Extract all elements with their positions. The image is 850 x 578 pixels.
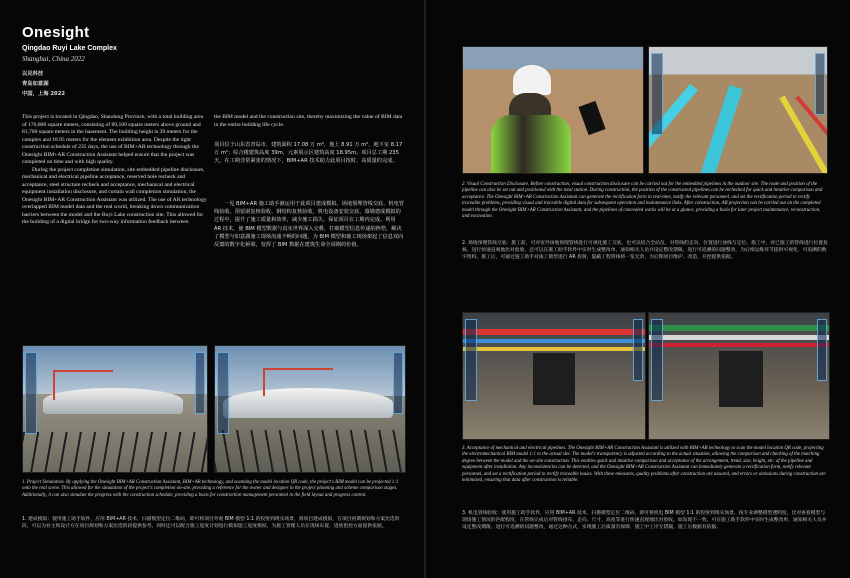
caption-1-en: 1. Project Simulation. By applying the Onesight BIM+AR Construction Assistant, BIM+AR technology, and scanning the model location QR code, the project's BIM model can be projected 1:1 onto the real scene. This allowed for the simulation of the project's completion on-site, providing a reference for the owner and designer in the project planning and scheme comparison stages. Additionally, it can also simulate the progress with the construction schedule, providing a basis for construction management personnel in the field layout and progress control. bbox=[22, 480, 399, 498]
caption-3-cn: 3. 机电管线验收：使用施工助手软件，应用 BIM+AR 技术，扫描模型定位二维码，即可将机电 BIM 模型 1:1 的投射到现实场景，按专业调整模型透明度，比对查看模型与现场施工情况的匹配程度，在管线完成后对管线排布、走向、尺寸、高度等进行快速直观地比对验收。如发现不一致，可在施工助手软件中实时生成整改单，通知相关人员并设定整改期限，进行可追溯的问题整改，通过这种方式，实现施工后质量有保障，施工中工序无错漏，施工后数据有依据。 bbox=[462, 511, 827, 530]
cn-location: 中国，上海 2022 bbox=[22, 91, 66, 97]
caption-2-cn: 2. 场地预埋管线交底：施工前，可对室外场地预埋管线进行可视化施工交底，也可以结合全站仪，对管线的走向、位置进行放线与定位。施工中，对已施工的管线进行位置复核，进行快速直观地比对验收，还可以在施工助手软件中实时生成整改单，通知相关人员并设定整改期限，进行可追溯的问题整改，为后续运维环节提供可视化、可追溯的数字资料。施工后，可通过施工助手对竣工模型进行 AR 投射，隐蔽工程管线将一览无余，为后期项目维护、改造、开挖提供依据。 bbox=[462, 241, 828, 260]
page-gutter bbox=[424, 0, 426, 578]
mep-acceptance-photo-1 bbox=[462, 312, 646, 440]
pipeline-disclosure-photo-2 bbox=[648, 46, 828, 174]
cn-project: 青岛如意湖 bbox=[22, 81, 49, 87]
cn-title: 以见科技 bbox=[22, 71, 44, 77]
intro-paragraph: This project is located in Qingdao, Shandong Province, with a total building area of 170,800 square meters, consisting of 89,100 square meters above ground and 81,700 square meters in the basement. The building height is 39 meters for the complex and 18.95 meters for the element exhibition area. Despite the tight construction schedule of 235 days, the use of BIM+AR technology through the Onesight BIM+AR Construction Assistant helped ensure that the project was completed on time and with high quality. bbox=[22, 114, 204, 165]
right-page bbox=[460, 14, 832, 566]
ar-simulation-photo-1 bbox=[22, 345, 208, 473]
caption-3-en: 3. Acceptance of mechanical and electrical pipelines. The Onesight BIM+AR Construction Assistant is utilized with BIM+AR technology to scan the model location QR code, projecting the electromechanical BIM model 1:1 to the actual site. The model's transparency is adjusted according to the actual situation, allowing the comparison and checking of the matching degree between the model and the on-site construction. This enables quick and intuitive comparison and acceptance of the arrangement, trend, size, height, etc. of the pipeline and equipment after installation. Any inconsistencies can be detected, and the Onesight BIM+AR Construction Assistant can immediately generate a rectification form, notify relevant personnel, and set a rectification period to rectify traceable issues. With these measures, quality problems after construction are assured, and errors or omissions during construction are minimized, ensuring that data after construction is reliable. bbox=[462, 446, 826, 484]
process-paragraph: During the project completion simulation, site embedded pipeline disclosure, mechanical and electrical pipeline acceptance, reserved hole recheck and acceptance, steel structure recheck and acceptance, mechanical and electrical equipment installation disclosure, and curtain wall completion simulation, the Onesight BIM+AR Construction Assistant was utilized. The use of AR technology overlapped BIM model data and the real world, breaking down communication barriers between the model and the Ruyi Lake construction site. This allowed for the building of a digital bridge for two-way information feedback between bbox=[22, 166, 207, 225]
caption-2-en: 2. Visual Construction Disclosure. Before construction, visual construction disclosure can be carried out for the embedded pipelines in the outdoor site. The route and position of the pipeline can also be set out and positioned with the total station. During construction, the position of the constructed pipelines can be rechecked for quick and intuitive comparison and acceptance. The Onesight BIM+AR Construction Assistant can generate the rectification form in real-time, notify the relevant personnel, and set the rectification period to rectify traceable problems, providing visual and traceable digital data for subsequent operation and maintenance links. After construction, AR projection can be carried out on the completed model through the Onesight BIM+AR Construction Assistant, and the pipelines of concealed works will be at a glance, providing a basis for later project maintenance, reconstruction, and excavation. bbox=[462, 182, 823, 220]
mep-acceptance-photo-2 bbox=[648, 312, 830, 440]
right-column-text: the BIM model and the construction site, thereby maximizing the value of BIM data in the entire building life cycle. bbox=[214, 114, 403, 128]
left-page bbox=[18, 14, 418, 566]
ar-simulation-photo-2 bbox=[214, 345, 406, 473]
cn-paragraph-2: 一见 BIM+AR 施工助手被运用于此项目建成模拟、场地预埋管线交底、机电管线验收、预留洞复核验收、钢结构复核验收、机电设备安装交底、幕墙建成模拟的过程中，提升了施工质量和效率，减少施工损失，保证项目在工期内完成。利用 AR 技术，使 BIM 模型数据与真实世界深入交叠，打破模型信息传递的桎梏，解决了模型与如意湖施工现场沟通不畅的问题，为 BIM 模型和施工现场架起了信息双向反馈的数字化桥梁，发挥了 BIM 数据在建筑生命全周期的价值。 bbox=[214, 201, 404, 249]
project-subtitle: Qingdao Ruyi Lake Complex bbox=[22, 45, 117, 52]
cn-paragraph-1: 项目位于山东省青岛市，建筑面积 17.08 万 m²，地上 8.91 万 m²，地下室 8.17 万 m²；综合楼建筑高度 39m，元素展示区建筑高度 18.95m。项目总工期 235 天，在工期非常紧张的情况下，BIM+AR 技术助力此项目按时、高质量的完成。 bbox=[214, 142, 403, 165]
pipeline-disclosure-photo-1 bbox=[462, 46, 644, 174]
project-location: Shanghai, China 2022 bbox=[22, 55, 85, 63]
project-title: Onesight bbox=[22, 24, 90, 41]
caption-1-cn: 1. 建成模拟：使用施工助手软件，应用 BIM+AR 技术，扫描模型定位二维码，即可将项目外观 BIM 模型 1:1 的投射到现实场景，将项目建成模拟，在项目初期规划和方案比选阶段，可以为业主和设计方在项目规划和方案比选阶段提供参考。同时还可以配合施工进度计划进行模拟施工进度模拟，为施工管理人员在现场布置、进度把控方面提供依据。 bbox=[22, 517, 400, 529]
left-column-text bbox=[22, 114, 207, 227]
